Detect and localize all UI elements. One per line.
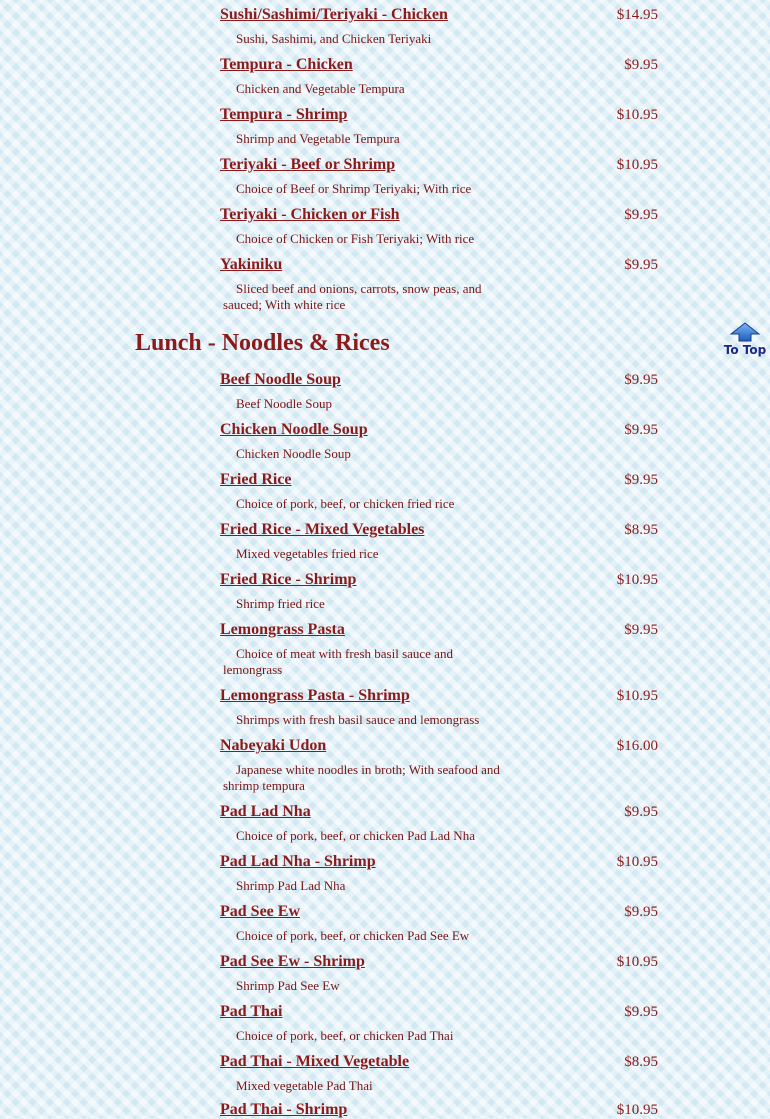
menu-item-description: Choice of pork, beef, or chicken Pad Lad Nha [236, 828, 475, 843]
menu-item-description: Sliced beef and onions, carrots, snow peas, and sauced; With white rice [223, 281, 482, 312]
menu-item-description: Shrimps with fresh basil sauce and lemongrass [236, 712, 480, 727]
menu-item-name[interactable]: Sushi/Sashimi/Teriyaki - Chicken [220, 6, 448, 23]
menu-item-price: $9.95 [624, 804, 658, 820]
up-arrow-icon [729, 322, 761, 342]
menu-item-description: Choice of pork, beef, or chicken Pad Thai [236, 1028, 454, 1043]
menu-item-name[interactable]: Pad Thai - Mixed Vegetable [220, 1053, 410, 1070]
menu-item-name[interactable]: Beef Noodle Soup [220, 371, 341, 388]
to-top-label: To Top [723, 343, 767, 357]
menu-item-price: $8.95 [624, 522, 658, 538]
menu-item-price: $10.95 [616, 1102, 658, 1118]
menu-item-description: Chicken Noodle Soup [236, 446, 351, 461]
menu-item-name[interactable]: Chicken Noodle Soup [220, 421, 368, 438]
menu-item-price: $10.95 [616, 157, 658, 173]
menu-item-price: $10.95 [616, 107, 658, 123]
menu-item-price: $9.95 [624, 1004, 658, 1020]
menu-item-price: $9.95 [624, 372, 658, 388]
menu-item-name[interactable]: Pad See Ew [220, 903, 300, 920]
menu-item-description: Shrimp and Vegetable Tempura [236, 131, 400, 146]
menu-item-price: $9.95 [624, 472, 658, 488]
menu-item-description: Sushi, Sashimi, and Chicken Teriyaki [236, 31, 432, 46]
menu-item-name[interactable]: Fried Rice - Mixed Vegetables [220, 521, 425, 538]
menu-item-name[interactable]: Lemongrass Pasta - Shrimp [220, 687, 410, 704]
menu-item-name[interactable]: Yakiniku [220, 256, 283, 273]
menu-item-description: Choice of pork, beef, or chicken Pad See Ew [236, 928, 470, 943]
menu-item-description: Japanese white noodles in broth; With seafood and shrimp tempura [223, 762, 500, 793]
section-title: Lunch - Noodles & Rices [135, 330, 390, 356]
menu-item-price: $9.95 [624, 904, 658, 920]
menu-item-price: $16.00 [616, 738, 658, 754]
menu-item-name[interactable]: Tempura - Chicken [220, 56, 353, 73]
menu-item-description: Choice of Beef or Shrimp Teriyaki; With rice [236, 181, 472, 196]
menu-item-description: Shrimp Pad See Ew [236, 978, 340, 993]
menu-item-name[interactable]: Fried Rice - Shrimp [220, 571, 357, 588]
menu-item-name[interactable]: Teriyaki - Beef or Shrimp [220, 156, 396, 173]
menu-item-price: $9.95 [624, 422, 658, 438]
menu-item-name[interactable]: Lemongrass Pasta [220, 621, 345, 638]
menu-item-price: $9.95 [624, 257, 658, 273]
menu-item-price: $9.95 [624, 622, 658, 638]
menu-item-name[interactable]: Nabeyaki Udon [220, 737, 327, 754]
menu-item-name[interactable]: Pad Thai [220, 1003, 283, 1020]
menu-item-price: $14.95 [616, 7, 658, 23]
menu-item-description: Shrimp fried rice [236, 596, 325, 611]
menu-item-description: Choice of Chicken or Fish Teriyaki; With rice [236, 231, 475, 246]
menu-item-price: $8.95 [624, 1054, 658, 1070]
menu-item-name[interactable]: Fried Rice [220, 471, 292, 488]
menu-item-name[interactable]: Pad Lad Nha - Shrimp [220, 853, 376, 870]
menu-item-price: $10.95 [616, 954, 658, 970]
to-top-button[interactable] [722, 322, 768, 368]
menu-item-name[interactable]: Pad Thai - Shrimp [220, 1101, 348, 1118]
menu-item-price: $10.95 [616, 688, 658, 704]
menu-item-description: Choice of pork, beef, or chicken fried rice [236, 496, 455, 511]
menu-item-price: $9.95 [624, 57, 658, 73]
menu-item-name[interactable]: Teriyaki - Chicken or Fish [220, 206, 400, 223]
menu-item-description: Beef Noodle Soup [236, 396, 333, 411]
menu-item-price: $10.95 [616, 854, 658, 870]
menu-item-description: Mixed vegetable Pad Thai [236, 1078, 373, 1093]
menu-item-price: $10.95 [616, 572, 658, 588]
menu-item-name[interactable]: Pad See Ew - Shrimp [220, 953, 365, 970]
menu-item-name[interactable]: Tempura - Shrimp [220, 106, 348, 123]
menu-item-name[interactable]: Pad Lad Nha [220, 803, 311, 820]
menu-item-description: Choice of meat with fresh basil sauce and lemongrass [223, 646, 453, 677]
menu-item-description: Chicken and Vegetable Tempura [236, 81, 405, 96]
menu-item-description: Mixed vegetables fried rice [236, 546, 379, 561]
menu-item-price: $9.95 [624, 207, 658, 223]
menu-item-description: Shrimp Pad Lad Nha [236, 878, 346, 893]
